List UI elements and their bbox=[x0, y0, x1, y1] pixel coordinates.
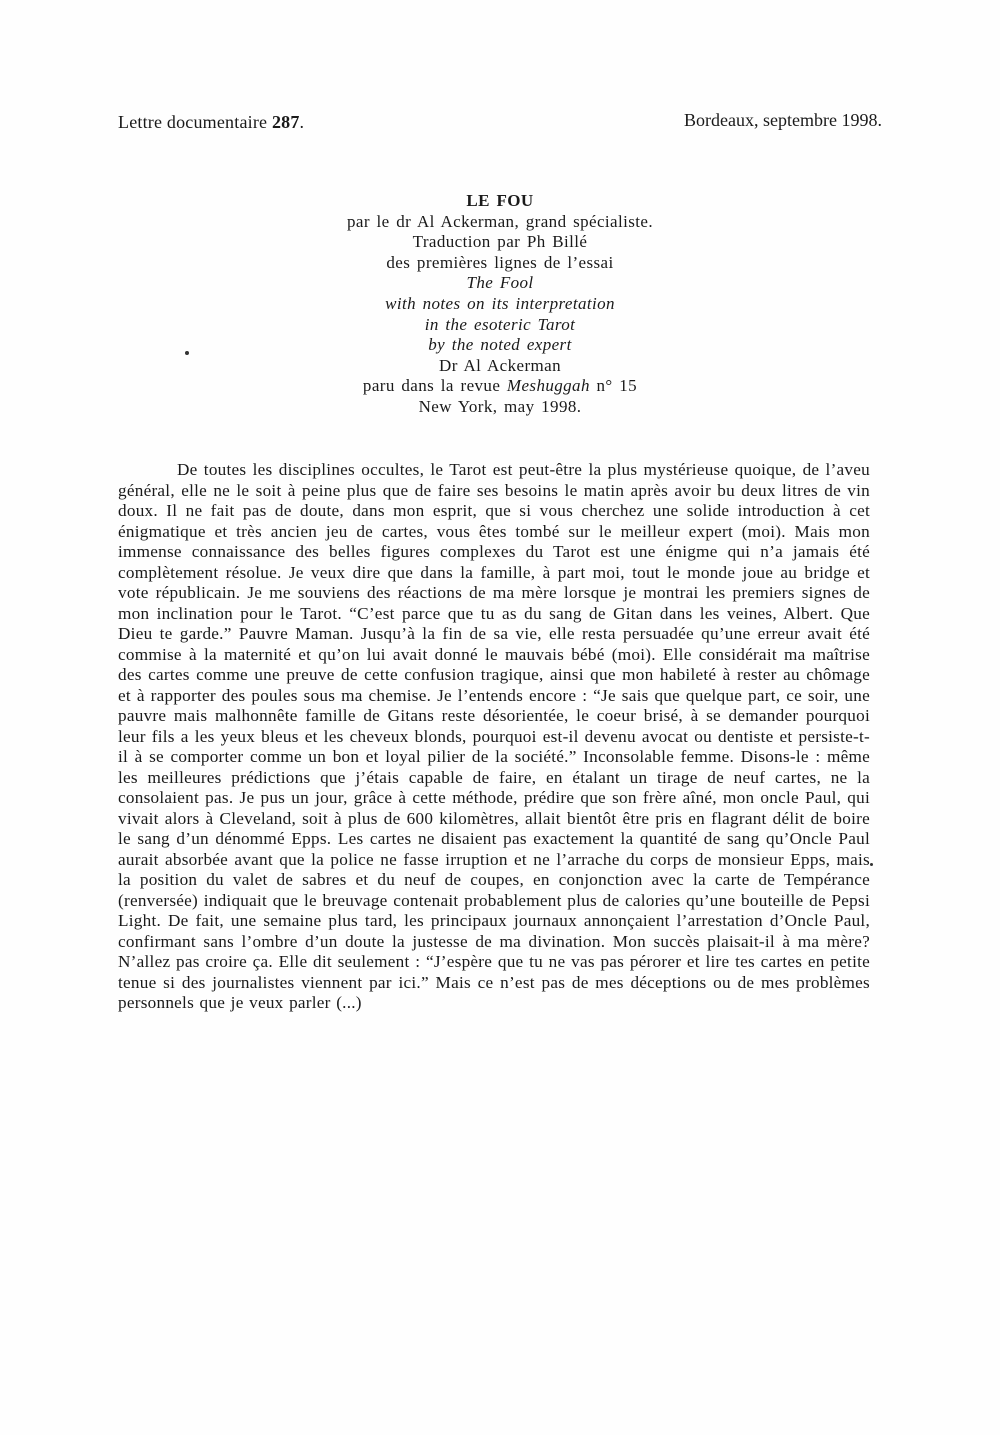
issue-number: n° 15 bbox=[596, 376, 638, 396]
essay-author: Dr Al Ackerman bbox=[439, 355, 561, 375]
place-date: Bordeaux, septembre 1998. bbox=[684, 110, 882, 130]
title-block bbox=[0, 191, 1000, 418]
essay-intro-line: des premières lignes de l’essai bbox=[386, 252, 614, 272]
essay-title: The Fool bbox=[466, 273, 534, 293]
publication-prefix: paru dans la revue bbox=[362, 376, 501, 396]
essay-subtitle-1: with notes on its interpretation bbox=[385, 293, 615, 313]
translator-line: Traduction par Ph Billé bbox=[412, 232, 588, 252]
essay-subtitle-3: by the noted expert bbox=[428, 335, 572, 355]
letter-number: 287 bbox=[271, 112, 300, 132]
essay-subtitle-2: in the esoteric Tarot bbox=[424, 314, 576, 334]
publication-place-date: New York, may 1998. bbox=[418, 396, 582, 416]
scan-speck bbox=[185, 351, 189, 355]
publication-line bbox=[0, 376, 1000, 397]
letter-reference-suffix: . bbox=[299, 112, 305, 132]
body-paragraph: De toutes les disciplines occultes, le Tarot est peut-être la plus mystérieuse quoique, de l’aveu général, elle ne le soit à peine plus que de faire ses besoins le matin après avoir bu deux litres de vin doux. Il ne fait pas de doute, dans mon esprit, que si vous cherchez une solide introduction à cet énigmatique et très ancien jeu de cartes, vous êtes tombé sur le meilleur expert (moi). Mais mon immense connaissance des belles figures complexes du Tarot est une énigme qui n’a jamais été complètement résolue. Je veux dire que dans la famille, à part moi, tout le monde joue au bridge et vote républicain. Je me souviens des réactions de ma mère lorsque je montrai les premiers signes de mon inclination pour le Tarot. “C’est parce que tu as du sang de Gitan dans les veines, Albert. Que Dieu te garde.” Pauvre Maman. Jusqu’à la fin de sa vie, elle resta persuadée qu’une erreur avait été commise à la maternité et qu’on lui avait donné le mauvais bébé (moi). Elle considérait ma maîtrise des cartes comme une preuve de cette confusion tragique, ainsi que mon habileté à rester au chômage et à rapporter des poules sous ma chemise. Je l’entends encore : “Je sais que quelque part, ce soir, une pauvre mais malhonnête famille de Gitans reste désorientée, le coeur brisé, à se demander pourquoi leur fils a les yeux bleus et les cheveux blonds, pourquoi est-il devenu avocat ou dentiste et persiste-t-il à se comporter comme un bon et loyal pilier de la société.” Inconsolable femme. Disons-le : même les meilleures prédictions que j’étais capable de faire, en étalant un tirage de neuf cartes, ne la consolaient pas. Je pus un jour, grâce à cette méthode, prédire que son frère aîné, mon oncle Paul, qui vivait alors à Cleveland, soit à plus de 600 kilomètres, allait bientôt être pris en flagrant délit de boire le sang d’un dénommé Epps. Les cartes ne disaient pas exactement la quantité de sang qu’Oncle Paul aurait absorbée avant que la police ne fasse irruption et ne l’arrache du corps de monsieur Epps, mais la position du valet de sabres et du neuf de coupes, en conjonction avec la carte de Tempérance (renversée) indiquait que le breuvage contenait probablement plus de calories qu’une bouteille de Pepsi Light. De fait, une semaine plus tard, les principaux journaux annonçaient l’arrestation d’Oncle Paul, confirmant sans l’ombre d’un doute la justesse de ma divination. Mon succès plaisait-il à ma mère? N’allez pas croire ça. Elle dit seulement : “J’espère que tu ne vas pas pérorer et lire tes cartes en petite tenue si des journalistes viennent par ici.” Mais ce n’est pas de mes déceptions ou de mes problèmes personnels que je veux parler (...) bbox=[118, 460, 870, 1012]
letter-reference-prefix: Lettre documentaire bbox=[118, 112, 268, 132]
document-title: LE FOU bbox=[466, 191, 534, 210]
body-text bbox=[118, 460, 870, 1014]
letter-reference bbox=[118, 112, 304, 133]
journal-name: Meshuggah bbox=[506, 376, 590, 396]
scan-speck bbox=[870, 863, 873, 866]
author-line: par le dr Al Ackerman, grand spécialiste. bbox=[347, 211, 653, 231]
